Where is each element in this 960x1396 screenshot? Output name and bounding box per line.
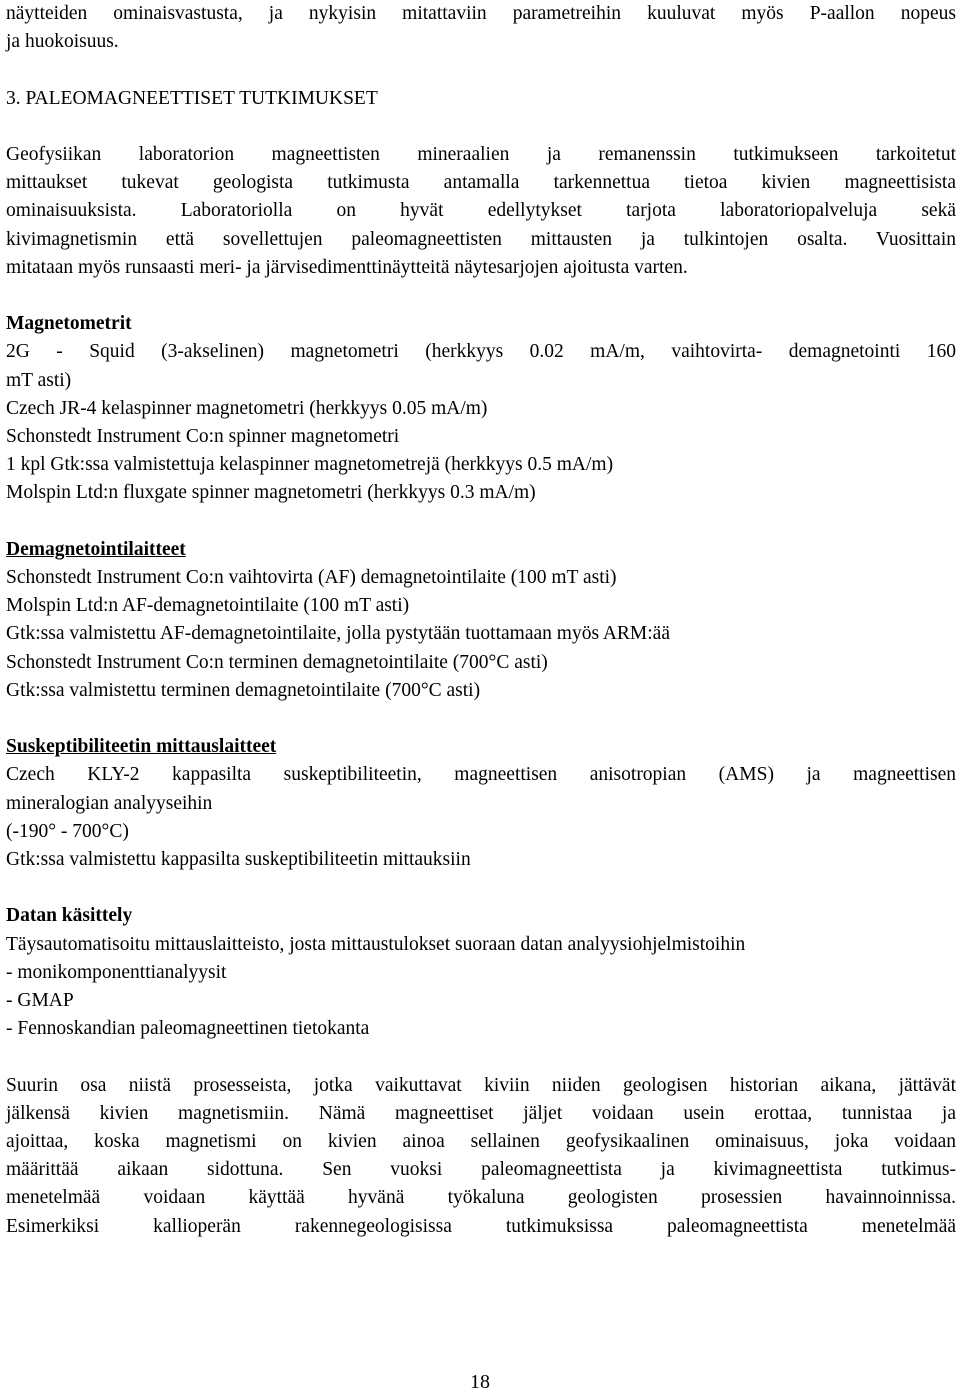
list-item: Czech JR-4 kelaspinner magnetometri (herkkyys 0.05 mA/m) [6, 397, 488, 419]
text-line: menetelmää voidaan käyttää hyvänä työkaluna geologisten prosessien havainnoinnissa. [6, 1187, 956, 1209]
text-line: ja huokoisuus. [6, 31, 119, 53]
text-line: näytteiden ominaisvastusta, ja nykyisin mitattaviin parametreihin kuuluvat myös P-aallon nopeus [6, 3, 956, 24]
section-title: 3. PALEOMAGNEETTISET TUTKIMUKSET [6, 87, 378, 109]
list-item: Täysautomatisoitu mittauslaitteisto, josta mittaustulokset suoraan datan analyysiohjelmistoihin [6, 933, 746, 955]
closing-paragraph [6, 1072, 956, 1241]
list-item: mT asti) [6, 369, 72, 391]
list-item: mineralogian analyyseihin [6, 792, 213, 814]
datan-heading: Datan käsittely [6, 905, 133, 927]
demagnetointi-list [6, 564, 956, 705]
intro-paragraph [6, 0, 956, 56]
list-item: Schonstedt Instrument Co:n terminen demagnetointilaite (700°C asti) [6, 651, 548, 673]
text-line: Geofysiikan laboratorion magneettisten mineraalien ja remanenssin tutkimukseen tarkoitetut [6, 143, 956, 165]
list-item: Gtk:ssa valmistettu AF-demagnetointilaite, jolla pystytään tuottamaan myös ARM:ää [6, 623, 670, 645]
text-line: ajoittaa, koska magnetismi on kivien ainoa sellainen geofysikaalinen ominaisuus, joka voidaan [6, 1131, 956, 1153]
page-number: 18 [470, 1371, 490, 1393]
text-line: Suurin osa niistä prosesseista, jotka vaikuttavat kiviin niiden geologisen historian aikana, jättävät [6, 1074, 956, 1096]
text-line: mitataan myös runsaasti meri- ja järvisedimenttinäytteitä näytesarjojen ajoitusta varten. [6, 256, 688, 278]
text-line: mittaukset tukevat geologista tutkimusta antamalla tarkennettua tietoa kivien magneettisista [6, 172, 956, 194]
list-item: (-190° - 700°C) [6, 820, 129, 842]
text-line: Esimerkiksi kallioperän rakennegeologisissa tutkimuksissa paleomagneettista menetelmää [6, 1215, 956, 1237]
suskeptibiliteetti-list [6, 761, 956, 874]
list-item: Molspin Ltd:n fluxgate spinner magnetometri (herkkyys 0.3 mA/m) [6, 482, 536, 504]
text-line: määrittää aikaan sidottuna. Sen vuoksi paleomagneettista ja kivimagneettista tutkimus- [6, 1159, 956, 1181]
document-page [6, 0, 956, 1241]
list-item: 2G - Squid (3-akselinen) magnetometri (herkkyys 0.02 mA/m, vaihtovirta- demagnetointi 160 [6, 341, 956, 363]
list-item: - monikomponenttianalyysit [6, 961, 227, 983]
magnetometrit-heading: Magnetometrit [6, 313, 132, 335]
list-item: Molspin Ltd:n AF-demagnetointilaite (100 mT asti) [6, 595, 410, 617]
demagnetointi-heading: Demagnetointilaitteet [6, 538, 186, 560]
suskeptibiliteetti-heading: Suskeptibiliteetin mittauslaitteet [6, 736, 277, 758]
list-item: - Fennoskandian paleomagneettinen tietokanta [6, 1018, 370, 1040]
list-item: 1 kpl Gtk:ssa valmistettuja kelaspinner magnetometrejä (herkkyys 0.5 mA/m) [6, 454, 614, 476]
magnetometrit-list [6, 338, 956, 507]
list-item: - GMAP [6, 990, 74, 1012]
list-item: Czech KLY-2 kappasilta suskeptibiliteetin, magneettisen anisotropian (AMS) ja magneettisen [6, 764, 956, 786]
list-item: Schonstedt Instrument Co:n vaihtovirta (AF) demagnetointilaite (100 mT asti) [6, 567, 617, 588]
text-line: kivimagnetismin että sovellettujen paleomagneettisten mittausten ja tulkintojen osalta. Vuosittain [6, 228, 956, 250]
list-item: Gtk:ssa valmistettu terminen demagnetointilaite (700°C asti) [6, 679, 481, 701]
list-item: Gtk:ssa valmistettu kappasilta suskeptibiliteetin mittauksiin [6, 849, 471, 871]
section3-paragraph [6, 141, 956, 282]
text-line: jälkensä kivien magnetismiin. Nämä magneettiset jäljet voidaan usein erottaa, tunnistaa ja [6, 1102, 956, 1124]
list-item: Schonstedt Instrument Co:n spinner magnetometri [6, 426, 400, 447]
text-line: ominaisuuksista. Laboratoriolla on hyvät edellytykset tarjota laboratoriopalveluja sekä [6, 200, 956, 222]
datan-list [6, 931, 956, 1044]
